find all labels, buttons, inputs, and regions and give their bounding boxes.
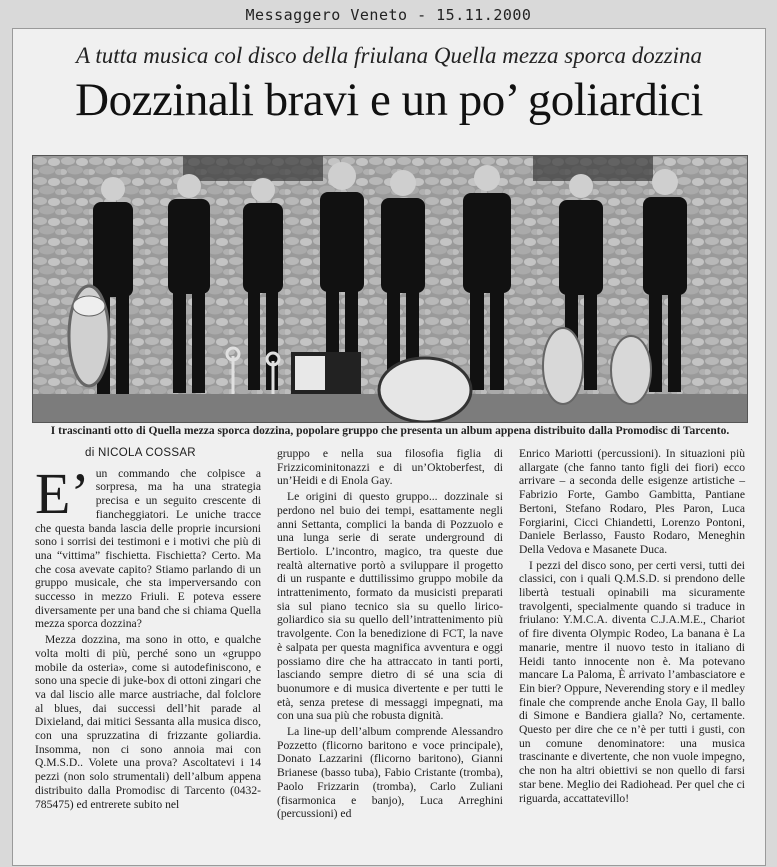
band-photo [32,155,748,423]
article-headline: Dozzinali bravi e un po’ goliardici [75,74,703,126]
article-paragraph: Mezza dozzina, ma sono in otto, e qualche volta molti di più, perché sono un «gruppo mobile da osteria», come si autodefiniscono, e sono una specie di juke-box di ottoni zingari che va dal liscio alle marce austriache, dal folclore al blues, dai successi dell’hit parade al Dixieland, dai mitici Sessanta alla musica disco, con una spruzzatina di frizzante goliardia. Insomma, non ci sono annoia mai con Q.M.S.D.. Volete una prova? Ascoltatevi i 14 pezzi (non solo strumentali) dell’album appena distribuito dalla Promodisc di Tarcento (0432-785475) ed entrerete subito nel [35,633,261,811]
article-column-1 [35,447,261,813]
article-column-3 [519,447,745,807]
article-byline: di NICOLA COSSAR [85,447,196,459]
article-kicker: A tutta musica col disco della friulana Quella mezza sporca dozzina [75,43,703,68]
article-paragraph: Le origini di questo gruppo... dozzinale si perdono nel buio dei tempi, esattamente negli anni Settanta, complici la banda di Pozzuolo e una lunga serie di serate underground di Bertiolo. L’incontro, magico, tra queste due realtà alternative portò a sviluppare il progetto di un ruspante e duttilissimo gruppo mobile da intrattenimento, formato da musicisti preparati sia sul piano tecnico sia su quello lirico-goliardico sia su quello dell’intrattenimento più travolgente. Con la benedizione di FCT, la nave è salpata per questa magnifica avventura e oggi possiamo dire che ha attraccato in tanti porti, lasciando sempre dietro di sé una scia di buonumore e di musica divertente e per tutti le età, senza pretese di messaggi impegnati, ma con una sua più che robusta dignità. [277,490,503,723]
article-paragraph: La line-up dell’album comprende Alessandro Pozzetto (flicorno baritono e voce principale), Donato Lazzarini (flicorno baritono), Gianni Brianese (basso tuba), Fabio Cristante (tromba), Paolo Frizzarin (tromba), Carlo Zuliani (fisarmonica e banjo), Luca Arreghini (percussioni) ed [277,725,503,821]
article-clipping [12,28,766,866]
article-column-2 [277,447,503,823]
article-paragraph: gruppo e nella sua filosofia figlia di Frizzicominitonazzi e di un’Oktoberfest, di un’Heidi e di Enola Gay. [277,447,503,488]
newspaper-masthead: Messaggero Veneto - 15.11.2000 [245,6,532,24]
article-paragraph: un commando che colpisce a sorpresa, ma ha una strategia precisa e un seguito crescente di fiancheggiatori. Le uniche tracce che questa banda lascia delle proprie incursioni sono i sorrisi dei testimoni e i motivi che più di una “vittima” fischietta. Fischietta? Certo. Ma che cosa avevate capito? Stiamo parlando di un gruppo musicale, che sta imperversando con successo in mezzo Friuli. E poteva essere diversamente per una band che si chiama Quella mezza sporca dozzina? [35,466,261,631]
photo-caption: I trascinanti otto di Quella mezza sporca dozzina, popolare gruppo che presenta un album appena distribuito dalla Promodisc di Tarcento. [50,425,730,437]
article-paragraph: I pezzi del disco sono, per certi versi, tutti dei classici, con i quali Q.M.S.D. si prendono delle libertà testuali opinabili ma sicuramente travolgenti, specialmente quando si traduce in friulano: Y.M.C.A. diventa C.J.A.M.E., Chariot of fire diventa Olympic Rodeo, La banana è La manarie, mentre il nuovo testo in italiano di Heidi tanto innocente non è. Ma potevano mancare La Paloma, È arrivato l’ambasciatore e Ein bier? Oppure, Neverending story e il medley finale che comprende anche Enola Gay, Il ballo di Simone e Bandiera gialla? No, certamente. Questo per dire che ce n’è per tutti i gusti, con un comune denominatore: una musica trascinante e divertente, che non vuole impegno, che non ha altri obiettivi se non quello di farsi star bene. Meglio dei Radiohead. Per quel che ci riguarda, accattatevillo! [519,558,746,805]
article-dropcap: E’ [35,460,90,526]
article-paragraph: Enrico Mariotti (percussioni). In situazioni più allargate (che fanno tanto figli dei fiori) ecco arrivare – a seconda delle esigenze artistiche – Fabrizio Forte, Gambo Gambitta, Pantiane Bertoni, Stefano Rodaro, Ples Paron, Luca Forgiarini, Cicci Chiandetti, Lorenzo Pontoni, Daniele Berlasso, Fausto Rodaro, Meneghin Della Vedova e Masanete Duca. [519,447,745,556]
